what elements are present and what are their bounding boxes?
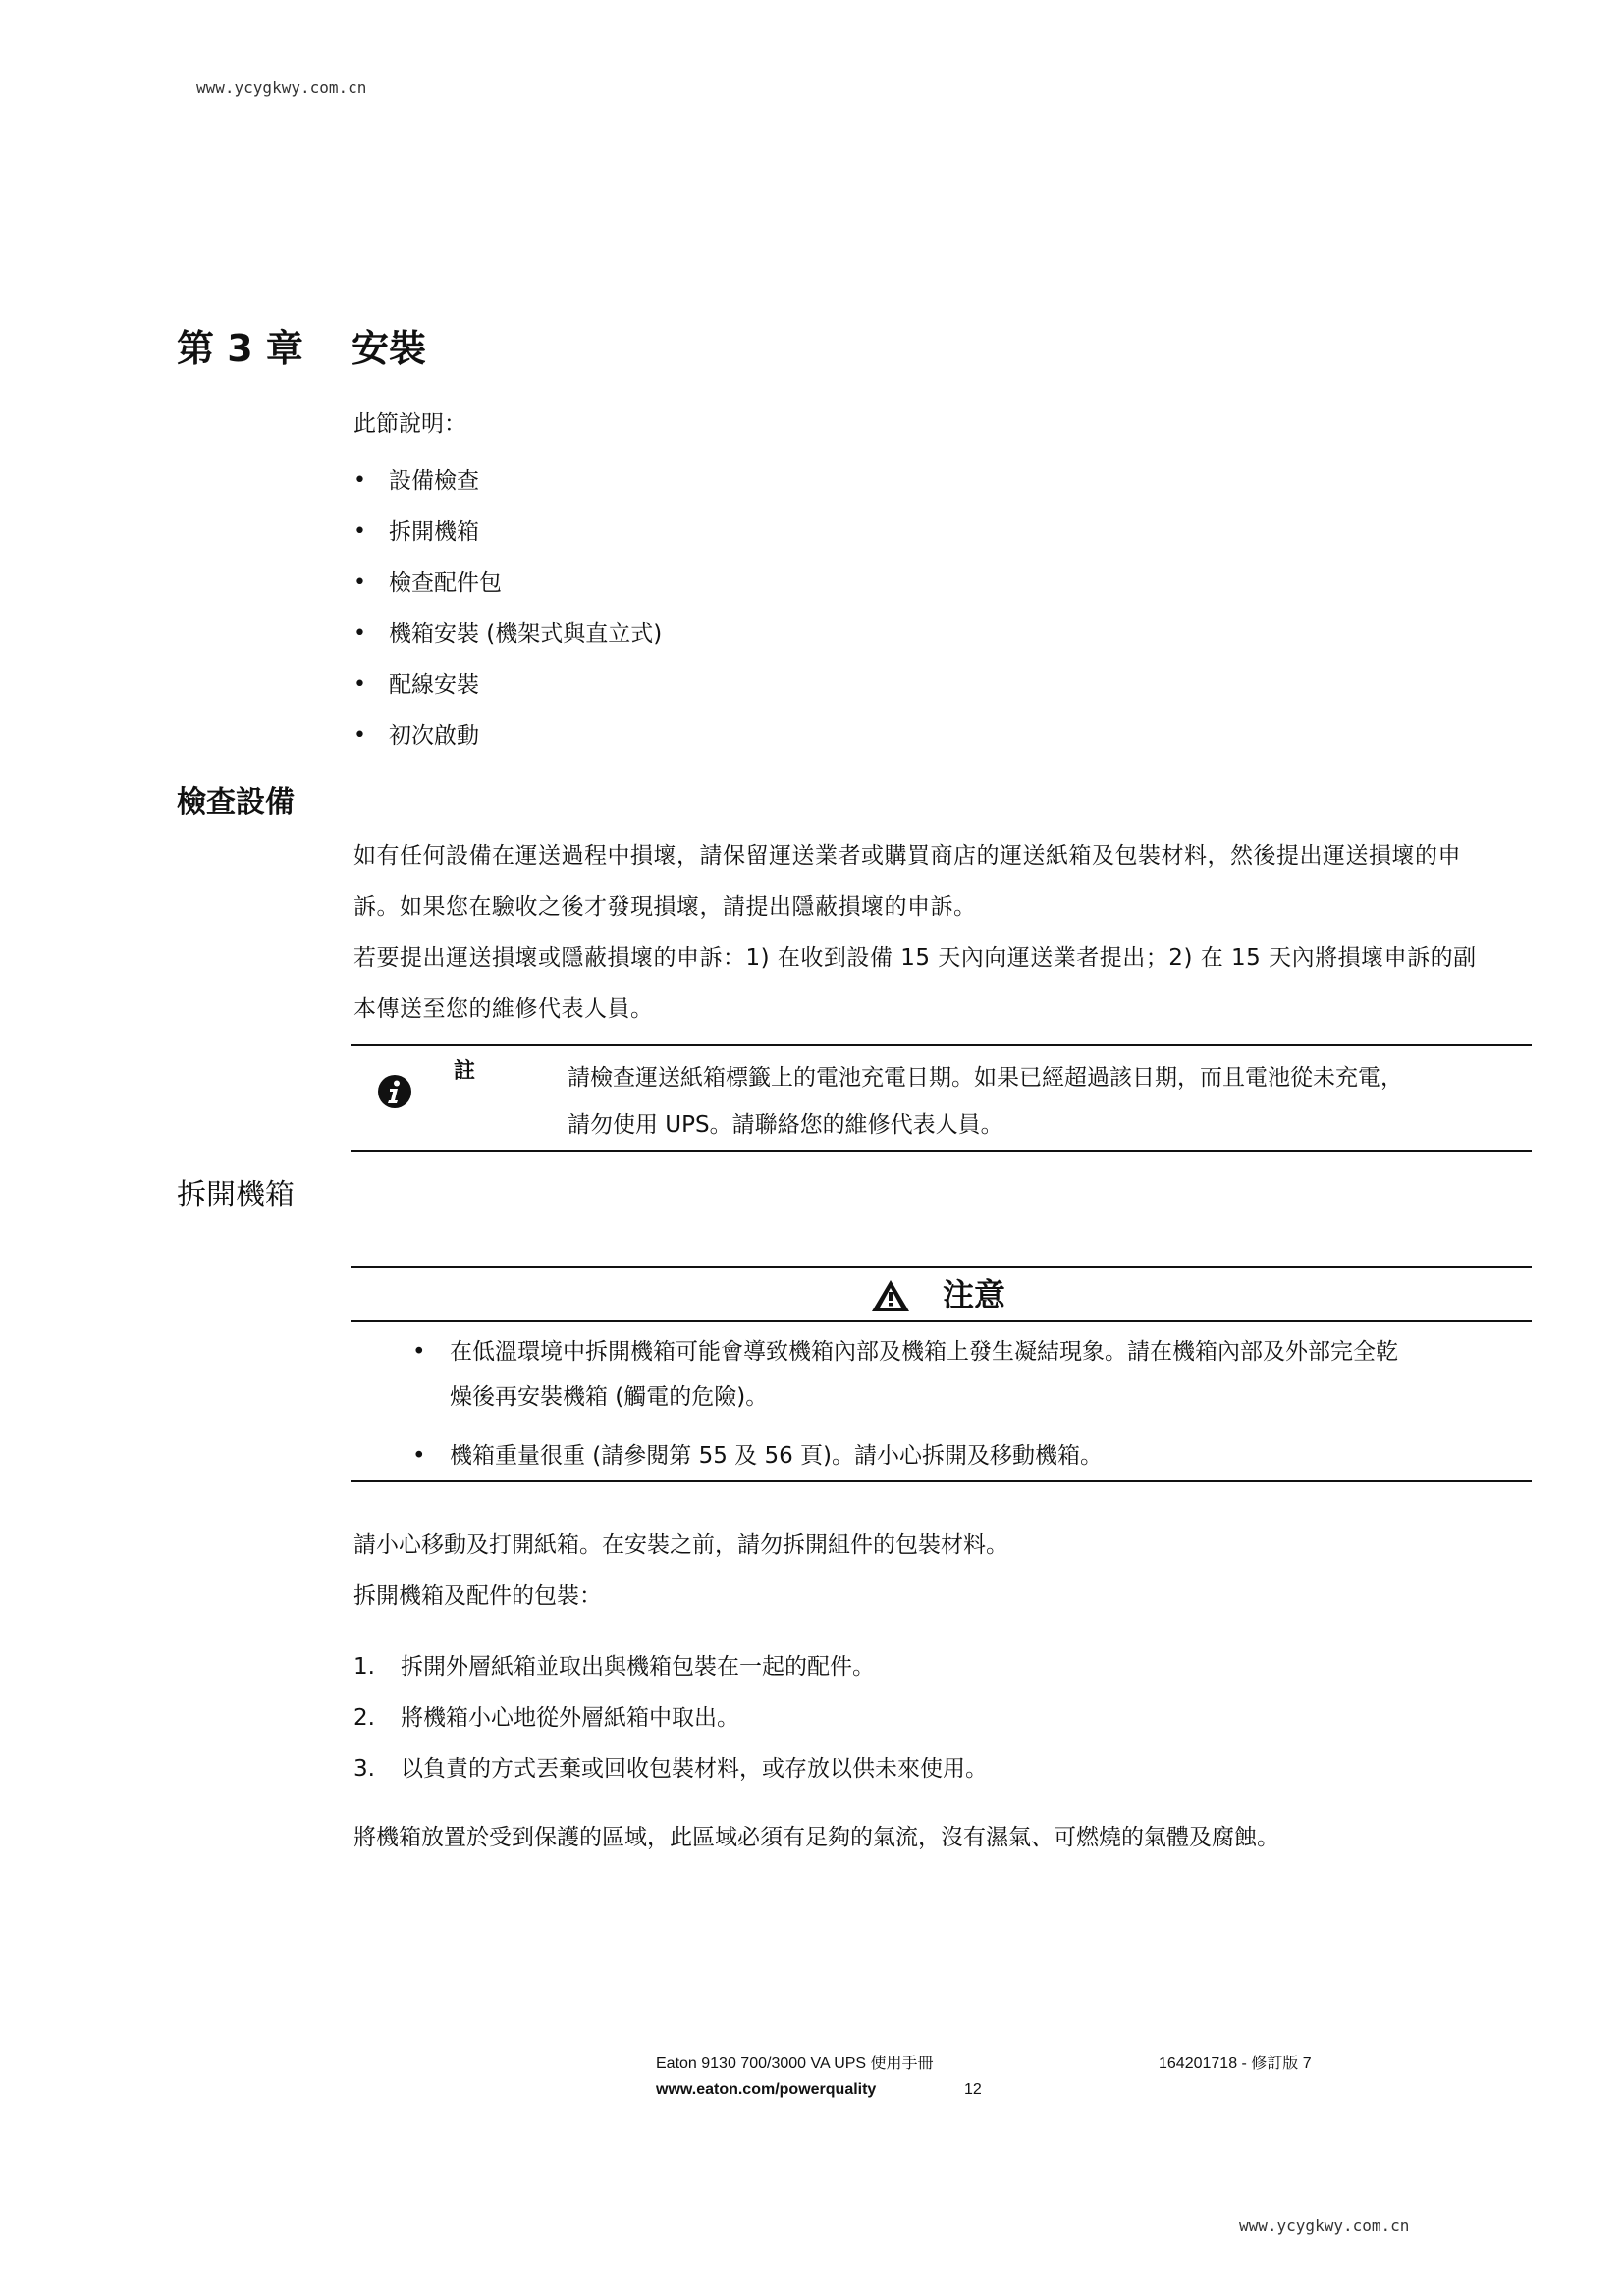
- watermark-bottom: www.ycygkwy.com.cn: [1239, 2216, 1410, 2235]
- caution-top-rule: [351, 1266, 1532, 1268]
- bullet-icon: •: [412, 1339, 426, 1364]
- caution-title-rule: [351, 1320, 1532, 1322]
- bullet-icon: •: [353, 723, 366, 748]
- caution-title: 注意: [943, 1276, 1006, 1313]
- note-bottom-rule: [351, 1150, 1532, 1152]
- list-item: • 機箱安裝 (機架式與直立式): [353, 621, 663, 647]
- unpack-steps: [353, 1653, 988, 1806]
- caution-list: [412, 1329, 1510, 1492]
- caution-bottom-rule: [351, 1480, 1532, 1482]
- note-top-rule: [351, 1044, 1532, 1046]
- bullet-icon: •: [353, 468, 366, 493]
- list-item: 2. 將機箱小心地從外層紙箱中取出。: [353, 1705, 739, 1731]
- bullet-icon: •: [412, 1443, 426, 1468]
- footer-manual-title: Eaton 9130 700/3000 VA UPS 使用手冊: [656, 2056, 934, 2072]
- warning-icon: [871, 1279, 910, 1312]
- section-heading-unpack: 拆開機箱: [177, 1178, 295, 1212]
- watermark-top: www.ycygkwy.com.cn: [196, 79, 367, 97]
- bullet-icon: •: [353, 570, 366, 595]
- unpack-paragraph-2: 拆開機箱及配件的包裝：: [353, 1583, 602, 1609]
- list-item: • 初次啟動: [353, 723, 479, 749]
- page-number: 12: [964, 2081, 982, 2098]
- list-item: • 在低溫環境中拆開機箱可能會導致機箱內部及機箱上發生凝結現象。請在機箱內部及外部完全乾 燥後再安裝機箱 (觸電的危險)。: [412, 1329, 1510, 1419]
- unpack-paragraph-3: 將機箱放置於受到保護的區域，此區域必須有足夠的氣流，沒有濕氣、可燃燒的氣體及腐蝕。: [353, 1825, 1279, 1850]
- list-item: • 拆開機箱: [353, 519, 479, 545]
- section-heading-inspect: 檢查設備: [177, 785, 295, 820]
- note-label: 註: [454, 1059, 476, 1084]
- inspect-paragraph-1: 如有任何設備在運送過程中損壞，請保留運送業者或購買商店的運送紙箱及包裝材料，然後提出運送損壞的申 訴。如果您在驗收之後才發現損壞，請提出隱蔽損壞的申訴。: [353, 843, 1461, 920]
- intro-text: 此節說明：: [353, 411, 466, 437]
- note-text: 請檢查運送紙箱標籤上的電池充電日期。如果已經超過該日期，而且電池從未充電， 請勿使用 UPS。請聯絡您的維修代表人員。: [568, 1065, 1403, 1138]
- chapter-number: 第 3 章: [177, 327, 303, 370]
- unpack-paragraph-1: 請小心移動及打開紙箱。在安裝之前，請勿拆開組件的包裝材料。: [353, 1532, 1008, 1558]
- list-item: 1. 拆開外層紙箱並取出與機箱包裝在一起的配件。: [353, 1654, 875, 1680]
- bullet-icon: •: [353, 621, 366, 646]
- list-item: • 機箱重量很重 (請參閱第 55 及 56 頁)。請小心拆開及移動機箱。: [412, 1433, 1510, 1478]
- topic-list: [353, 467, 662, 774]
- list-item: • 設備檢查: [353, 468, 479, 494]
- bullet-icon: •: [353, 672, 366, 697]
- chapter-title: 安裝: [352, 327, 427, 370]
- footer-doc-revision: 164201718 - 修訂版 7: [1159, 2056, 1312, 2072]
- list-item: • 檢查配件包: [353, 570, 502, 596]
- info-icon: [377, 1074, 412, 1109]
- list-item: • 配線安裝: [353, 672, 479, 698]
- list-item: 3. 以負責的方式丟棄或回收包裝材料，或存放以供未來使用。: [353, 1756, 988, 1782]
- bullet-icon: •: [353, 519, 366, 544]
- inspect-paragraph-2: 若要提出運送損壞或隱蔽損壞的申訴：1) 在收到設備 15 天內向運送業者提出；2) 在 15 天內將損壞申訴的副 本傳送至您的維修代表人員。: [353, 945, 1477, 1022]
- footer-url[interactable]: www.eaton.com/powerquality: [656, 2081, 877, 2098]
